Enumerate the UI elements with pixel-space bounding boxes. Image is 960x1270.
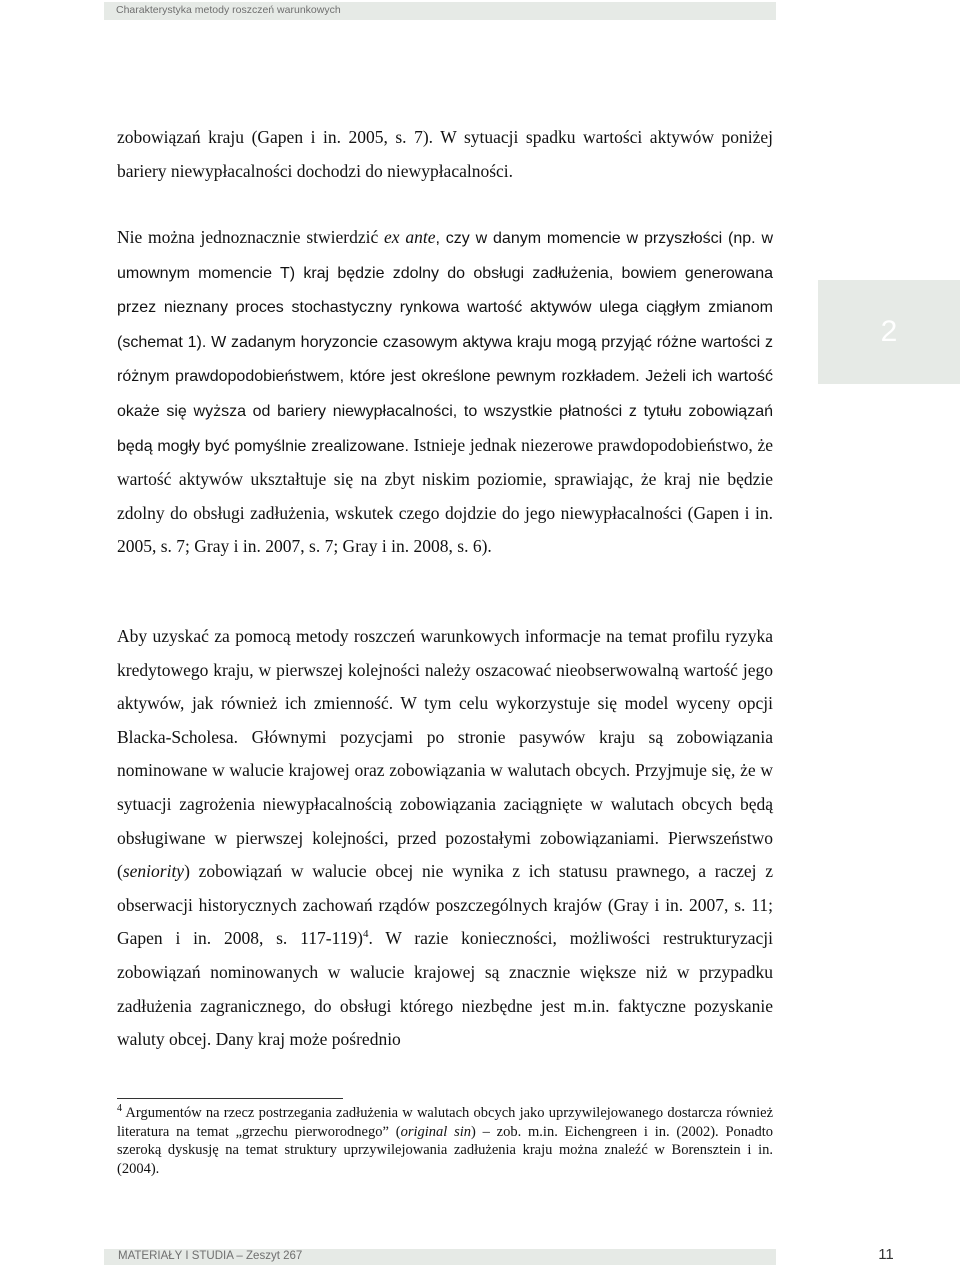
paragraph-2-text-b: , czy w danym momencie w przyszłości (np. w umownym momencie T) kraj będzie zdolny do obsługi zadłużenia, bowiem generowana przez nieznany proces stochastyczny rynkowa wartość aktywów ulega ciągłym zmianom (schemat 1). [117, 230, 774, 351]
paragraph-1-text: zobowiązań kraju (Gapen i in. 2005, s. 7). W sytuacji spadku wartości aktywów poniżej bariery niewypłacalności dochodzi do niewypłacalności. [117, 127, 773, 181]
footnote-reference: 4 [362, 928, 369, 941]
paragraph-3-text-c: . W razie konieczności, możliwości restrukturyzacji zobowiązań nominowanych w walucie krajowej są znacznie większe niż w przypadku zadłużenia zagranicznego, do obsługi którego niezbędne jest m.in. faktyczne pozyskanie waluty obcej. Dany kraj może pośrednio [117, 928, 773, 1050]
paragraph-3-italic: seniority [122, 861, 185, 882]
footnote-text-b: ) – zob. m.in. Eichengreen i in. (2002). Ponadto szeroką dyskusję na temat struktury uprzywilejowania zadłużenia kraju można znaleźć w Borensztein i in. (2004). [117, 1123, 774, 1177]
footer-publication: MATERIAŁY I STUDIA – Zeszyt 267 [118, 1250, 303, 1262]
page-number: 11 [878, 1246, 894, 1263]
running-header-title: Charakterystyka metody roszczeń warunkowych [116, 4, 341, 16]
paragraph-3-text-a: Aby uzyskać za pomocą metody roszczeń warunkowych informacje na temat profilu ryzyka kredytowego kraju, w pierwszej kolejności należy oszacować nieobserwowalną wartość jego aktywów, jak również ich zmienność. W tym celu wykorzystuje się model wyceny opcji Blacka-Scholesa. Głównymi pozycjami po stronie pasywów kraju są zobowiązania nominowane w walucie krajowej oraz zobowiązania w walutach obcych. Przyjmuje się, że w sytuacji zagrożenia niewypłacalnością zobowiązania zaciągnięte w walutach obcych będą obsługiwane w pierwszej kolejności, przed pozostałymi zobowiązaniami. Pierwszeństwo ( [117, 626, 773, 882]
paragraph-2-text-a: Nie można jednoznacznie stwierdzić [117, 227, 385, 247]
footnote-divider [117, 1098, 343, 1099]
footnote-italic: original sin [400, 1123, 472, 1140]
chapter-tab [818, 280, 960, 384]
footnote-number: 4 [117, 1103, 122, 1115]
paragraph-1 [117, 121, 773, 188]
paragraph-3-text-b: ) zobowiązań w walucie obcej nie wynika z ich statusu prawnego, a raczej z obserwacji historycznych zachowań rządów poszczególnych krajów (Gray i in. 2007, s. 11; Gapen i in. 2008, s. 117-119) [117, 861, 773, 949]
paragraph-2-text-c: W zadanym horyzoncie czasowym aktywa kraju mogą przyjąć różne wartości z różnym prawdopodobieństwem, które jest określone pewnym rozkładem. Jeżeli ich wartość okaże się wyższa od bariery niewypłacalności, to wszystkie płatności z tytułu zobowiązań będą mogły być pomyślnie zrealizowane. [117, 333, 773, 455]
paragraph-2 [117, 221, 773, 564]
footnote-text-a: Argumentów na rzecz postrzegania zadłużenia w walutach obcych jako uprzywilejowanego dostarcza również literatura na temat „grzechu pierworodnego” ( [117, 1105, 773, 1140]
footnote [117, 1104, 773, 1178]
paragraph-3 [117, 620, 773, 1057]
chapter-number: 2 [880, 315, 898, 348]
paragraph-2-italic: ex ante [384, 227, 436, 247]
paragraph-2-text-d: Istnieje jednak niezerowe prawdopodobieństwo, że wartość aktywów ukształtuje się na zbyt niskim poziomie, sprawiając, że kraj nie będzie zdolny do obsługi zadłużenia, wskutek czego dojdzie do jego niewypłacalności (Gapen i in. 2005, s. 7; Gray i in. 2007, s. 7; Gray i in. 2008, s. 6). [117, 434, 773, 557]
